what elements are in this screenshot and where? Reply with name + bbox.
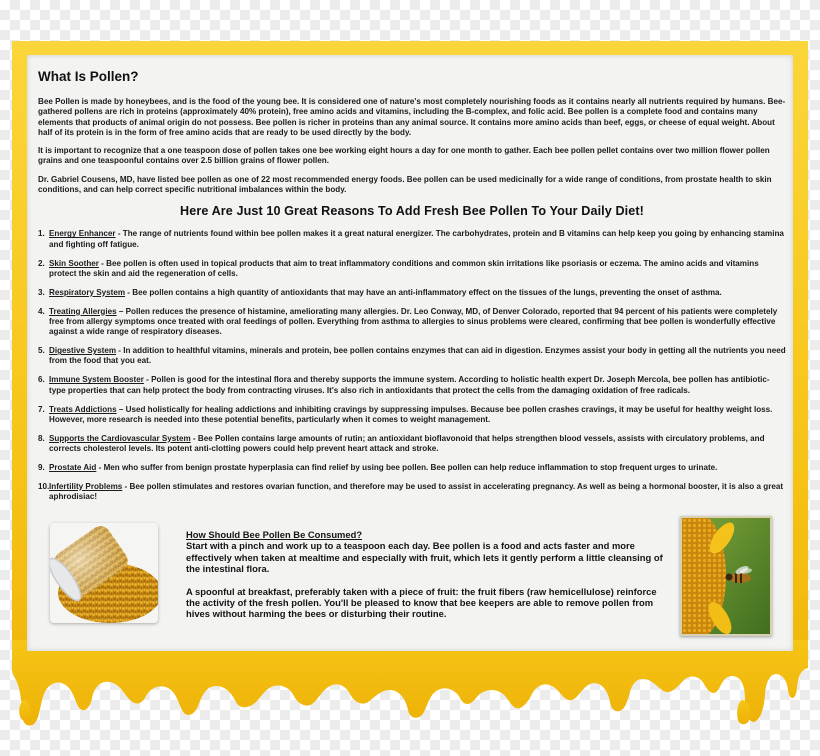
consume-section <box>50 521 770 635</box>
reason-text: - Pollen is good for the intestinal flora and thereby supports the immune system. According to holistic health expert Dr. Joseph Mercola, bee pollen has antibiotic-type properties that can help protect the body from contracting viruses. It's also rich in antioxidants that protect the cells from the damaging oxidation of free radicals. <box>49 375 770 395</box>
consume-paragraph-1: Start with a pinch and work up to a teaspoon each day. Bee pollen is a food and acts faster and more effectively when taken at mealtime and especially with fruit, which lets it gently perform a little cleansing of the intestinal flora. <box>186 540 663 575</box>
reason-text: - Bee pollen stimulates and restores ovarian function, and therefore may be used to assist in accelerating pregnancy. As well as being a hormonal booster, it is also a great aphrodisiac! <box>49 481 784 502</box>
reason-term: Digestive System <box>49 346 117 356</box>
reason-number: 10. <box>38 481 50 491</box>
reason-text: - Men who suffer from benign prostate hyperplasia can find relief by using bee pollen. Bee pollen can help reduce inflammation to stop frequent urges to urinate. <box>96 462 718 472</box>
reason-term: Prostate Aid <box>49 462 97 472</box>
reason-text: – Pollen reduces the presence of histamine, ameliorating many allergies. Dr. Leo Conway, MD, of Denver Colorado, reported that 94 percent of his patients were completely free from allergy symptoms once treated with oral feedings of pollen. Everything from asthma to allergies to sinus problems were cleared, confirming that bee pollen is wonderfully effective against a wide range of respiratory diseases. <box>49 306 778 337</box>
reason-item <box>38 434 786 455</box>
reason-number: 7. <box>38 404 45 414</box>
reason-term: Supports the Cardiovascular System <box>49 433 191 443</box>
reason-item <box>38 259 786 280</box>
reason-item <box>38 405 786 426</box>
reason-number: 4. <box>38 306 45 316</box>
reason-term: Treating Allergies <box>49 306 117 316</box>
reasons-list <box>38 229 786 502</box>
bee-pollen-jar-image <box>50 523 158 623</box>
consume-question: How Should Bee Pollen Be Consumed? <box>186 529 363 540</box>
reason-item <box>38 229 786 250</box>
reason-item <box>38 288 786 298</box>
reason-number: 3. <box>38 287 45 297</box>
reasons-heading: Here Are Just 10 Great Reasons To Add Fresh Bee Pollen To Your Daily Diet! <box>180 204 644 219</box>
reason-term: Immune System Booster <box>49 375 144 385</box>
reason-term: Skin Soother <box>49 258 99 268</box>
article <box>38 68 786 511</box>
reason-number: 1. <box>38 229 45 239</box>
reason-text: - Bee pollen contains a high quantity of antioxidants that may have an anti-inflammatory effect on the tissues of the lungs, preventing the onset of asthma. <box>125 287 722 297</box>
intro-paragraph: Bee Pollen is made by honeybees, and is the food of the young bee. It is considered one of nature's most completely nourishing foods as it contains nearly all nutrients required by humans. Bee-gathered pollens are rich in proteins (approximately 40% protein), free amino acids and vitamins, including the B-complex, and folic acid. Bee pollen is a complete food and contains many elements that products of animal origin do not possess. Bee pollen is richer in proteins than any animal source. It contains more amino acids than beef, eggs, or cheese of equal weight. About half of its protein is in the form of free amino acids that are ready to be used directly by the body. <box>38 97 786 137</box>
reason-number: 2. <box>38 258 45 268</box>
reason-text: - The range of nutrients found within bee pollen makes it a great natural energizer. The carbohydrates, protein and B vitamins can help keep you going by enhancing stamina and fighting off fatigue. <box>49 229 784 249</box>
consume-text <box>186 529 666 631</box>
reason-term: Respiratory System <box>49 287 126 297</box>
reason-number: 6. <box>38 375 45 385</box>
reason-text: – Used holistically for healing addictions and inhibiting cravings by suppressing impulses. Because bee pollen crashes cravings, it may be useful for healthy weight loss. However, more research is needed into these potential benefits, particularly when it comes to weight management. <box>49 404 773 424</box>
reason-term: Treats Addictions <box>49 404 117 414</box>
reason-term: Infertility Problems <box>49 481 123 491</box>
honey-drips <box>0 640 820 756</box>
reason-item <box>38 375 786 396</box>
page-title: What Is Pollen? <box>38 69 139 84</box>
consume-paragraph-2: A spoonful at breakfast, preferably taken with a piece of fruit: the fruit fibers (raw hemicellulose) reinforce the activity of the fresh pollen. You'll be pleased to know that bee keepers are able to remove pollen from hives without harming the bees or disturbing their routine. <box>186 585 657 620</box>
reason-number: 8. <box>38 433 45 443</box>
reason-text: - In addition to healthful vitamins, minerals and protein, bee pollen contains enzymes that can aid in digestion. Enzymes assist your body in getting all the nutrients you need from the food that you eat. <box>49 346 786 366</box>
reason-item <box>38 482 786 503</box>
bee-on-sunflower-image <box>680 516 772 636</box>
teaspoon-paragraph: It is important to recognize that a one teaspoon dose of pollen takes one bee working eight hours a day for one month to gather. Each bee pollen pellet contains over two million flower pollen grains and one teaspoonful contains over 2.5 billion grains of flower pollen. <box>38 146 770 166</box>
reason-number: 9. <box>38 462 45 472</box>
reason-item <box>38 346 786 367</box>
reason-number: 5. <box>38 346 45 356</box>
reason-term: Energy Enhancer <box>49 229 116 239</box>
cousens-paragraph: Dr. Gabriel Cousens, MD, have listed bee pollen as one of 22 most recommended energy foods. Bee pollen can be used medicinally for a wide range of conditions, from prostate health to skin conditions, and can help correct specific nutritional imbalances within the body. <box>38 174 772 195</box>
reason-text: - Bee Pollen contains large amounts of rutin; an antioxidant bioflavonoid that helps strengthen blood vessels, assists with circulatory problems, and corrects cholesterol levels. Its potent anti-clotting powers could help prevent heart attack and stroke. <box>49 433 765 453</box>
reason-item <box>38 307 786 338</box>
reason-item <box>38 463 786 473</box>
reason-text: - Bee pollen is often used in topical products that aim to treat inflammatory conditions and common skin irritations like psoriasis or eczema. The amino acids and vitamins protect the skin and aid the regeneration of cells. <box>49 258 759 278</box>
